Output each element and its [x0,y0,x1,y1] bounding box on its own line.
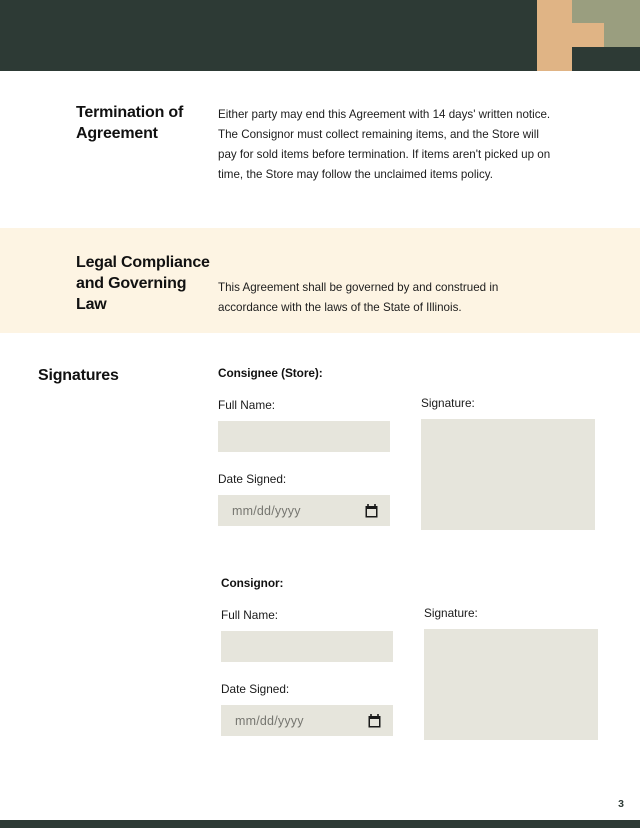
section-legal-compliance-and-governing-law [0,228,640,333]
section-body-legal-compliance: This Agreement shall be governed by and construed in accordance with the laws of the State of Illinois. [218,281,499,314]
page-number: 3 [618,798,624,810]
full-name-label-consignor: Full Name: [221,608,279,622]
section-title-legal-compliance: Legal Compliance and Governing Law [76,254,210,314]
section-title-termination: Termination of Agreement [76,104,184,143]
date-signed-input-consignor[interactable] [221,705,393,736]
date-signed-placeholder-consignor: mm/dd/yyyy [235,713,304,728]
date-signed-wrapper-consignee [218,495,390,526]
full-name-input-consignee[interactable] [218,421,390,452]
decorative-dark-notch [572,47,640,71]
date-signed-label-consignor: Date Signed: [221,682,290,696]
page-header-banner [0,0,640,71]
signature-group-consignee [218,366,596,518]
signature-right-column-consignor [424,606,599,740]
full-name-label-consignee: Full Name: [218,398,276,412]
section-body-termination: Either party may end this Agreement with 14 days' written notice. The Consignor must collect remaining items, and the Store will pay for sold items before termination. If items aren't picked up on time, the Store may follow the unclaimed items policy. [218,108,551,181]
date-signed-placeholder-consignee: mm/dd/yyyy [232,503,301,518]
signature-left-column-consignee [218,398,390,526]
party-label-consignee: Consignee (Store): [218,366,323,380]
signature-left-column-consignor [221,608,393,736]
full-name-input-consignor[interactable] [221,631,393,662]
signature-group-consignor [221,576,599,728]
party-label-consignor: Consignor: [221,576,284,590]
signature-canvas-consignee[interactable] [421,419,595,530]
section-title-signatures: Signatures [38,367,119,384]
section-termination-of-agreement [0,71,640,228]
section-signatures [0,333,640,820]
date-signed-label-consignee: Date Signed: [218,472,287,486]
signature-canvas-consignor[interactable] [424,629,598,740]
date-signed-wrapper-consignor [221,705,393,736]
signature-label-consignor: Signature: [424,606,478,620]
date-signed-input-consignee[interactable] [218,495,390,526]
footer-bar [0,820,640,828]
signature-label-consignee: Signature: [421,396,475,410]
signature-right-column-consignee [421,396,596,530]
